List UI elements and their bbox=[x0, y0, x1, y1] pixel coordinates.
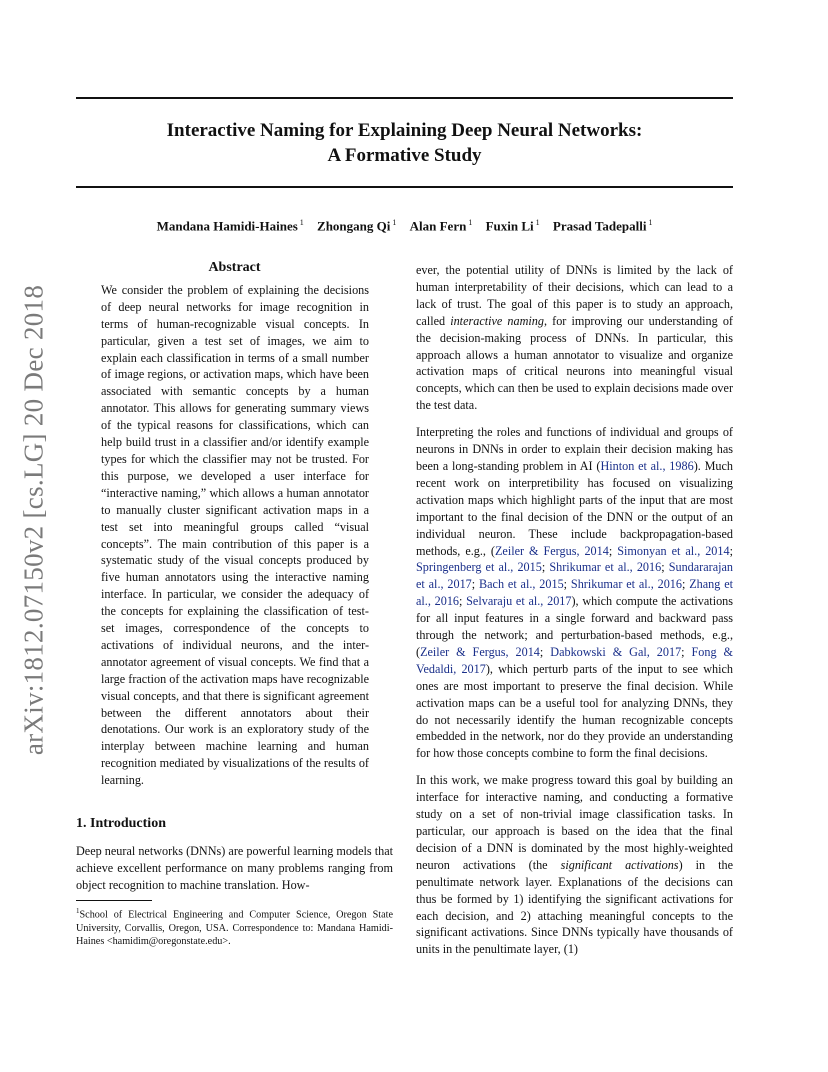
text-run: ), which perturb parts of the input to see which ones are most important to preserve the final decision. While activation maps can be a useful tool for analyzing DNNs, they do not necessarily identify the human recognizable concepts embedded in the network, nor do they provide an understanding for how those concepts combine to form the final decisions. bbox=[416, 661, 733, 761]
citation-link[interactable]: Zeiler & Fergus, 2014 bbox=[494, 543, 609, 558]
abstract-heading: Abstract bbox=[208, 260, 261, 275]
author bbox=[410, 214, 473, 235]
affiliation-mark: 1 bbox=[535, 218, 540, 227]
author bbox=[553, 214, 653, 235]
paper-title bbox=[76, 118, 733, 168]
author-name: Prasad Tadepalli bbox=[552, 218, 647, 234]
footnote-rule bbox=[76, 900, 152, 901]
citation-link[interactable]: Zhang et al., 2016 bbox=[416, 577, 734, 609]
affiliation-mark: 1 bbox=[392, 218, 397, 227]
author-name: Fuxin Li bbox=[485, 218, 534, 234]
citation-link[interactable]: Dabkowski & Gal, 2017 bbox=[550, 644, 682, 659]
abstract-section bbox=[76, 260, 393, 789]
intro-paragraph: Deep neural networks (DNNs) are powerful learning models that achieve excellent performance on many problems ranging from object recognition to machine translation. How- bbox=[76, 844, 393, 892]
body-paragraph: Interpreting the roles and functions of individual and groups of neurons in DNNs in order to explain their decision making has been a long-standing problem in AI (Hinton et al., 1986). Much recent work on interpretibility has focused on visualizing activation maps which highlight parts of the input that are most important to the final decision of the DNN or the output of an individual neuron. These include backpropagation-based methods, e.g., (Zeiler & Fergus, 2014; Simonyan et al., 2014; Springenberg et al., 2015; Shrikumar et al., 2016; Sundararajan et al., 2017; Bach et al., 2015; Shrikumar et al., 2016; Zhang et al., 2016; Selvaraju et al., 2017), which compute the activations for all input features in a single forward and backward pass through the network; and perturbation-based methods, e.g., (Zeiler & Fergus, 2014; Dabkowski & Gal, 2017; Fong & Vedaldi, 2017), which perturb parts of the input to see which ones are most important to preserve the final decision. While activation maps can be a useful tool for analyzing DNNs, they do not necessarily identify the human recognizable concepts embedded in the network, nor do they provide an understanding for how those concepts combine to form the final decisions. bbox=[416, 425, 734, 761]
title-line-1: Interactive Naming for Explaining Deep Neural Networks: bbox=[166, 120, 643, 141]
citation-link[interactable]: Springenberg et al., 2015 bbox=[416, 560, 542, 575]
author-list bbox=[76, 214, 733, 235]
citation-link[interactable]: Sundararajan et al., 2017 bbox=[416, 560, 733, 592]
footnote bbox=[76, 905, 393, 949]
body-paragraph bbox=[416, 262, 733, 414]
citation-link[interactable]: Simonyan et al., 2014 bbox=[617, 543, 730, 558]
citation-link[interactable]: Fong & Vedaldi, 2017 bbox=[416, 644, 734, 676]
emphasis: significant activations bbox=[560, 857, 679, 872]
text-run: ) in the penultimate network layer. Explanations of the decisions can thus be formed by 1) identifying the significant activations for each decision, and 2) attaching meaningful concepts to the significant activations. Since DNNs typically have thousands of units in the penultimate layer, (1) bbox=[416, 857, 733, 957]
text-run: ), which compute the activations for all input features in a single forward and backward pass through the network; and perturbation-based methods, e.g., ( bbox=[416, 594, 734, 659]
affiliation-mark: 1 bbox=[299, 218, 304, 227]
affiliation-mark: 1 bbox=[648, 218, 653, 227]
text-run: ever, the potential utility of DNNs is limited by the lack of human interpretability of their decisions, which can lead to a lack of trust. The goal of this paper is to study an approach, called bbox=[416, 263, 733, 328]
title-top-rule bbox=[76, 97, 733, 99]
emphasis: interactive naming bbox=[450, 313, 544, 328]
footnote-mark: 1 bbox=[76, 907, 80, 915]
footnote-text: School of Electrical Engineering and Computer Science, Oregon State University, Corvallis, Oregon, USA. Correspondence to: Mandana Hamidi-Haines <hamidim@oregonstate.edu>. bbox=[76, 909, 393, 948]
title-bottom-rule bbox=[76, 186, 733, 188]
right-column bbox=[416, 262, 733, 958]
citation-link[interactable]: Shrikumar et al., 2016 bbox=[570, 577, 682, 592]
author-name: Mandana Hamidi-Haines bbox=[156, 218, 298, 234]
citation-link[interactable]: Shrikumar et al., 2016 bbox=[549, 560, 662, 575]
author bbox=[157, 214, 304, 235]
arxiv-stamp: arXiv:1812.07150v2 [cs.LG] 20 Dec 2018 bbox=[18, 284, 49, 756]
section-heading-introduction: 1. Introduction bbox=[76, 816, 166, 831]
abstract-text: We consider the problem of explaining the decisions of deep neural networks for image recognition in terms of human-recognizable visual concepts. In particular, given a test set of images, we aim to explain each classification in terms of a small number of image regions, or activation maps, which have been associated with semantic concepts by a human annotator. This allows for generating summary views of the typical reasons for classifications, which can help build trust in a classifier and/or identify example types for which the classifier may not be trusted. For this purpose, we developed a user interface for “interactive naming,” which allows a human annotator to manually cluster significant activation maps in a test set into meaningful groups called “visual concepts”. The main contribution of this paper is a systematic study of the visual concepts produced by five human annotators using the interactive naming interface. In particular, we consider the adequacy of the concepts for explaining the classification of test-set images, correspondence of the concepts to activations of individual neurons, and the inter-annotator agreement of visual concepts. We find that a large fraction of the activation maps have recognizable visual concepts, and that there is significant agreement between the different annotators about their denotations. Our work is an exploratory study of the interplay between machine learning and human recognition mediated by visualizations of the results of learning. bbox=[101, 282, 369, 788]
text-run: In this work, we make progress toward this goal by building an interface for interactive naming, and conducting a formative study on a set of non-trivial image classification tasks. In particular, our approach is based on the idea that the final decision of a DNN is dominated by the most highly-weighted neuron activations (the bbox=[416, 773, 733, 872]
author bbox=[486, 214, 540, 235]
citation-link[interactable]: Hinton et al., 1986 bbox=[600, 458, 694, 473]
text-run: , for improving our understanding of the decision-making process of DNNs. In particular, this approach allows a human annotator to visualize and organize activation maps of critical neurons into meaningful visual concepts, which can then be used to explain decisions made over the test data. bbox=[416, 313, 733, 413]
body-paragraph bbox=[416, 772, 733, 958]
citation-link[interactable]: Selvaraju et al., 2017 bbox=[466, 594, 572, 609]
text-run: ). Much recent work on interpretibility has focused on visualizing activation maps which highlight parts of the input that are most important to the final decision of the DNN or the output of an individual neuron. These include backpropagation-based methods, e.g., ( bbox=[416, 458, 734, 558]
author-name: Zhongang Qi bbox=[317, 218, 391, 234]
affiliation-mark: 1 bbox=[468, 218, 473, 227]
citation-link[interactable]: Zeiler & Fergus, 2014 bbox=[420, 644, 540, 659]
text-run: Interpreting the roles and functions of individual and groups of neurons in DNNs in order to explain their decision making has been a long-standing problem in AI ( bbox=[416, 425, 733, 473]
author-name: Alan Fern bbox=[409, 218, 467, 234]
citation-link[interactable]: Bach et al., 2015 bbox=[479, 577, 564, 592]
title-line-2: A Formative Study bbox=[327, 145, 482, 166]
author bbox=[317, 214, 396, 235]
